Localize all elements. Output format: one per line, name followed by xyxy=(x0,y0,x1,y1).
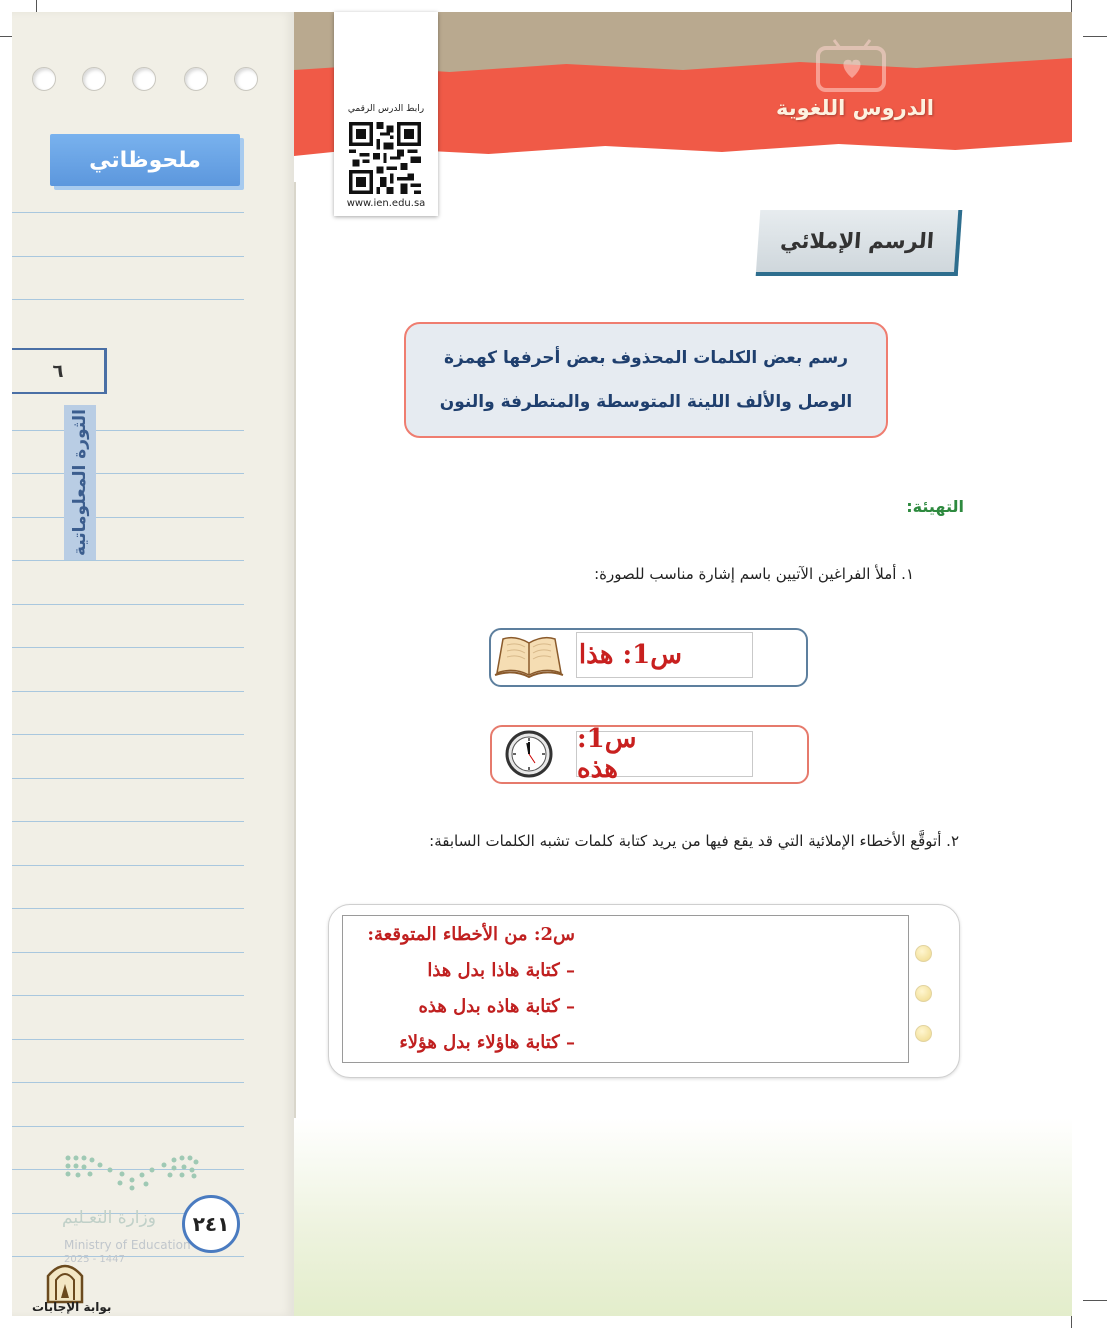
notes-title-badge xyxy=(50,134,240,186)
objective-line: رسم بعض الكلمات المحذوف بعض أحرفها كهمزة xyxy=(443,348,849,368)
warmup-label: التهيئة: xyxy=(906,497,964,516)
unit-number: ٦ xyxy=(52,360,64,382)
lesson-objective-box xyxy=(404,322,888,438)
binder-hole xyxy=(184,67,208,91)
unit-title: الثورة المعلوماتية xyxy=(70,409,90,556)
binder-hole xyxy=(132,67,156,91)
binder-hole xyxy=(82,67,106,91)
objective-line: الوصل والألف اللينة المتوسطة والمتطرفة والنون xyxy=(439,392,853,412)
bullet-dot xyxy=(915,1025,932,1042)
ruled-line xyxy=(12,865,244,866)
qr-caption: رابط الدرس الرقمي xyxy=(347,104,425,114)
ruled-line xyxy=(12,473,244,474)
ruled-line xyxy=(12,1082,244,1083)
banner-title: الدروس اللغوية xyxy=(776,96,934,120)
ruled-line xyxy=(12,1126,244,1127)
answer-3-item: – كتابة هاذا بدل هذا xyxy=(427,960,575,981)
answer-3-item: – كتابة هاؤلاء بدل هؤلاء xyxy=(399,1032,575,1053)
ruled-line xyxy=(12,212,244,213)
notes-title: ملحوظاتي xyxy=(89,147,201,173)
qr-url[interactable]: www.ien.edu.sa xyxy=(346,198,426,209)
unit-number-box xyxy=(12,348,107,394)
unit-title-tab xyxy=(64,405,96,560)
ruled-line xyxy=(12,560,244,561)
ruled-line xyxy=(12,734,244,735)
book-icon xyxy=(493,633,565,678)
ruled-line xyxy=(12,647,244,648)
crop-mark xyxy=(1083,36,1107,37)
answer-3-text xyxy=(350,917,575,1061)
ruled-line xyxy=(12,604,244,605)
clock-icon xyxy=(505,730,553,778)
qr-code-icon[interactable] xyxy=(349,122,421,194)
answer-3-heading: س2: من الأخطاء المتوقعة: xyxy=(367,924,575,945)
portal-logo-icon xyxy=(44,1256,86,1304)
ruled-line xyxy=(12,691,244,692)
ruled-line xyxy=(12,517,244,518)
question-2-text: ٢. أتوقَّع الأخطاء الإملائية التي قد يقع فيها من يريد كتابة كلمات تشبه الكلمات السابقة: xyxy=(429,832,959,850)
ruled-line xyxy=(12,952,244,953)
answer-1-field[interactable]: س1: هذا xyxy=(576,632,753,678)
crop-mark xyxy=(1083,1300,1107,1301)
bottom-gradient xyxy=(294,1118,1072,1316)
tv-heart-icon xyxy=(812,38,892,96)
ruled-line xyxy=(12,995,244,996)
ruled-line xyxy=(12,821,244,822)
question-1-text: ١. أملأ الفراغين الآتيين باسم إشارة مناسب للصورة: xyxy=(594,565,914,583)
answer-3-item: – كتابة هاذه بدل هذه xyxy=(418,996,575,1017)
binder-hole xyxy=(32,67,56,91)
ruled-line xyxy=(12,778,244,779)
ruled-line xyxy=(12,1039,244,1040)
ruled-line xyxy=(12,299,244,300)
portal-label: بوابة الإجابات xyxy=(32,1300,112,1314)
ministry-name-arabic: وزارة التعـليم xyxy=(62,1208,156,1228)
ruled-line xyxy=(12,256,244,257)
ruled-line xyxy=(12,430,244,431)
section-title: الرسم الإملائي xyxy=(779,229,935,253)
ministry-name-english: Ministry of Education xyxy=(64,1238,191,1252)
section-title-tab xyxy=(756,210,963,276)
page-number: ٢٤١ xyxy=(182,1195,240,1253)
ministry-years: 2025 - 1447 xyxy=(64,1254,125,1265)
ruled-line xyxy=(12,908,244,909)
binder-hole xyxy=(234,67,258,91)
answer-2-field[interactable]: س1: هذه xyxy=(576,731,753,777)
notes-column xyxy=(12,12,296,1316)
bullet-dot xyxy=(915,985,932,1002)
bullet-dot xyxy=(915,945,932,962)
